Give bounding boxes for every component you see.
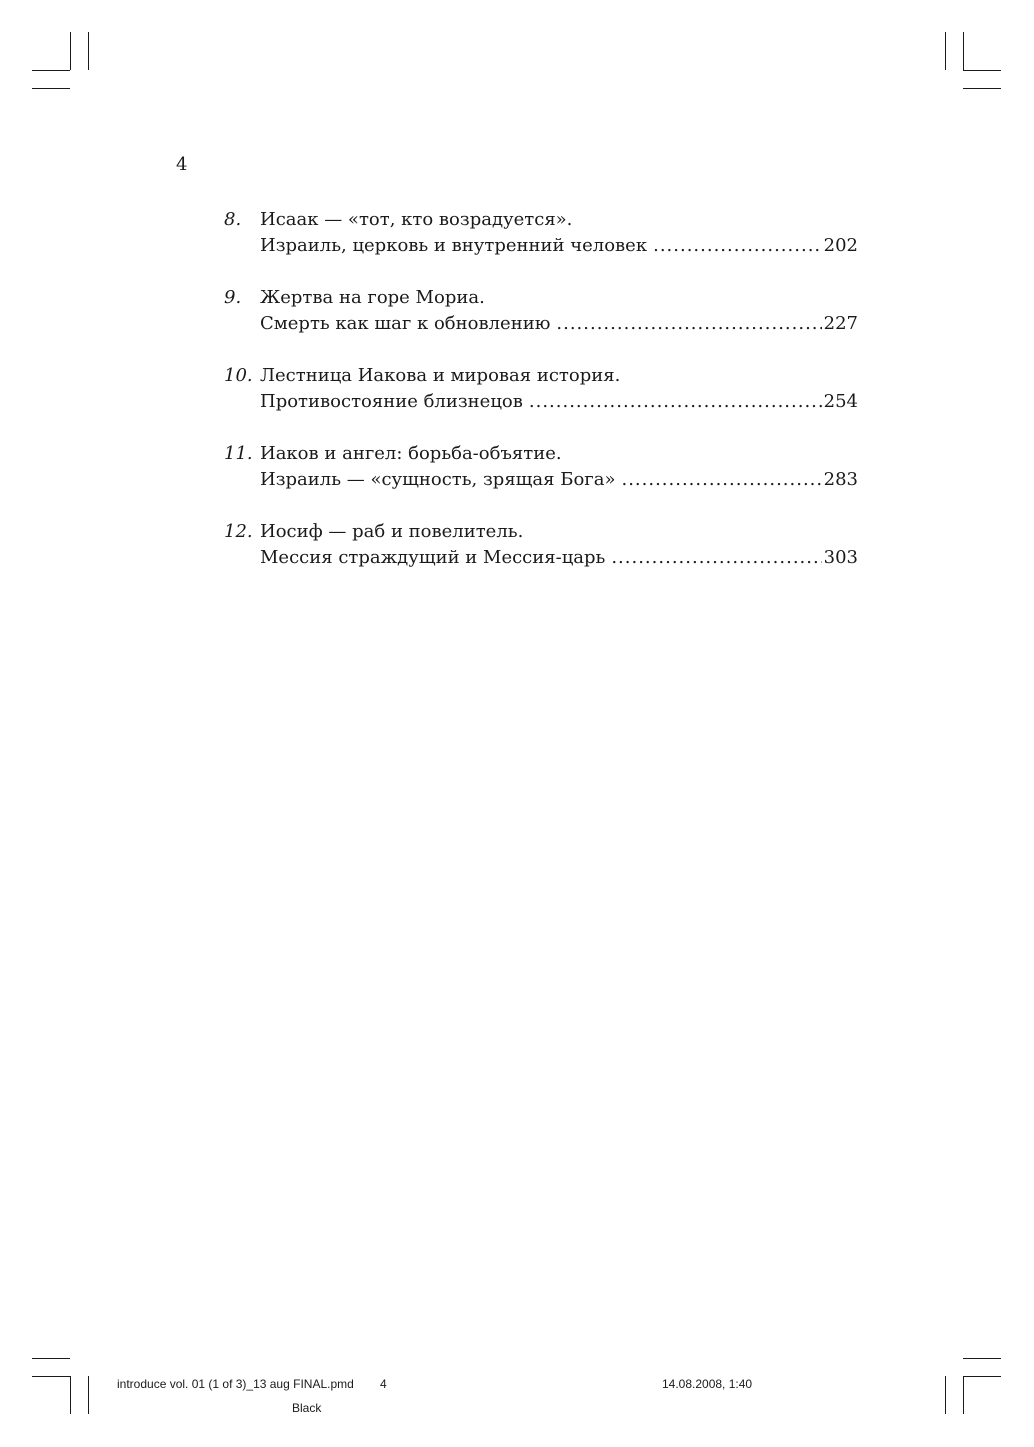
crop-mark-bottom-right-vertical-1 xyxy=(945,1376,946,1414)
crop-mark-top-right-horizontal-1 xyxy=(963,70,1001,71)
toc-entry-subtitle: Израиль — «сущность, зрящая Бога» xyxy=(260,469,616,490)
toc-entry xyxy=(224,207,858,259)
toc-entry-title: Жертва на горе Мориа. xyxy=(260,287,485,308)
crop-mark-top-left-vertical-2 xyxy=(88,32,89,70)
toc-entry-subtitle-line xyxy=(260,467,858,493)
toc-entry-number: 12. xyxy=(224,521,253,542)
toc-entry xyxy=(224,363,858,415)
crop-mark-bottom-right-horizontal-1 xyxy=(963,1358,1001,1359)
crop-mark-bottom-right-vertical-2 xyxy=(963,1376,964,1414)
slug-filename: introduce vol. 01 (1 of 3)_13 aug FINAL.pmd xyxy=(117,1377,354,1391)
toc-entry-page: 254 xyxy=(823,391,858,412)
toc-dot-leader xyxy=(529,389,822,415)
toc-entry-subtitle-line xyxy=(260,389,858,415)
toc-entry-subtitle: Смерть как шаг к обновлению xyxy=(260,313,551,334)
toc-entry-page: 303 xyxy=(823,547,858,568)
crop-mark-bottom-right-horizontal-2 xyxy=(963,1376,1001,1377)
slug-page-number: 4 xyxy=(380,1377,387,1391)
toc-entry-page: 202 xyxy=(823,235,858,256)
table-of-contents xyxy=(224,207,858,597)
toc-entry-subtitle: Противостояние близнецов xyxy=(260,391,523,412)
toc-entry-title: Лестница Иакова и мировая история. xyxy=(260,365,621,386)
toc-entry xyxy=(224,441,858,493)
toc-entry-title: Иаков и ангел: борьба-объятие. xyxy=(260,443,562,464)
crop-mark-bottom-left-horizontal-1 xyxy=(32,1358,70,1359)
toc-entry-subtitle-line xyxy=(260,545,858,571)
toc-entry-subtitle-line xyxy=(260,311,858,337)
crop-mark-top-right-vertical-2 xyxy=(963,32,964,70)
crop-mark-top-right-horizontal-2 xyxy=(963,88,1001,89)
crop-mark-top-left-vertical-1 xyxy=(70,32,71,70)
toc-entry-number: 9. xyxy=(224,287,242,308)
toc-entry-number: 10. xyxy=(224,365,253,386)
toc-dot-leader xyxy=(653,233,822,259)
toc-entry-title: Исаак — «тот, кто возрадуется». xyxy=(260,209,573,230)
toc-dot-leader xyxy=(611,545,821,571)
crop-mark-top-left-horizontal-2 xyxy=(32,88,70,89)
toc-entry-title: Иосиф — раб и повелитель. xyxy=(260,521,524,542)
crop-mark-bottom-left-vertical-1 xyxy=(70,1376,71,1414)
toc-dot-leader xyxy=(621,467,821,493)
toc-entry-page: 227 xyxy=(823,313,858,334)
toc-entry-subtitle: Мессия страждущий и Мессия-царь xyxy=(260,547,606,568)
crop-mark-bottom-left-vertical-2 xyxy=(88,1376,89,1414)
toc-entry-page: 283 xyxy=(823,469,858,490)
crop-mark-top-right-vertical-1 xyxy=(945,32,946,70)
slug-datetime: 14.08.2008, 1:40 xyxy=(662,1377,753,1391)
toc-entry xyxy=(224,519,858,571)
crop-mark-bottom-left-horizontal-2 xyxy=(32,1376,70,1377)
slug-color-separation: Black xyxy=(292,1401,322,1415)
toc-entry xyxy=(224,285,858,337)
toc-dot-leader xyxy=(556,311,821,337)
toc-entry-number: 8. xyxy=(224,209,242,230)
toc-entry-subtitle-line xyxy=(260,233,858,259)
crop-mark-top-left-horizontal-1 xyxy=(32,70,70,71)
toc-entry-number: 11. xyxy=(224,443,253,464)
page-number: 4 xyxy=(176,154,188,175)
toc-entry-subtitle: Израиль, церковь и внутренний человек xyxy=(260,235,648,256)
